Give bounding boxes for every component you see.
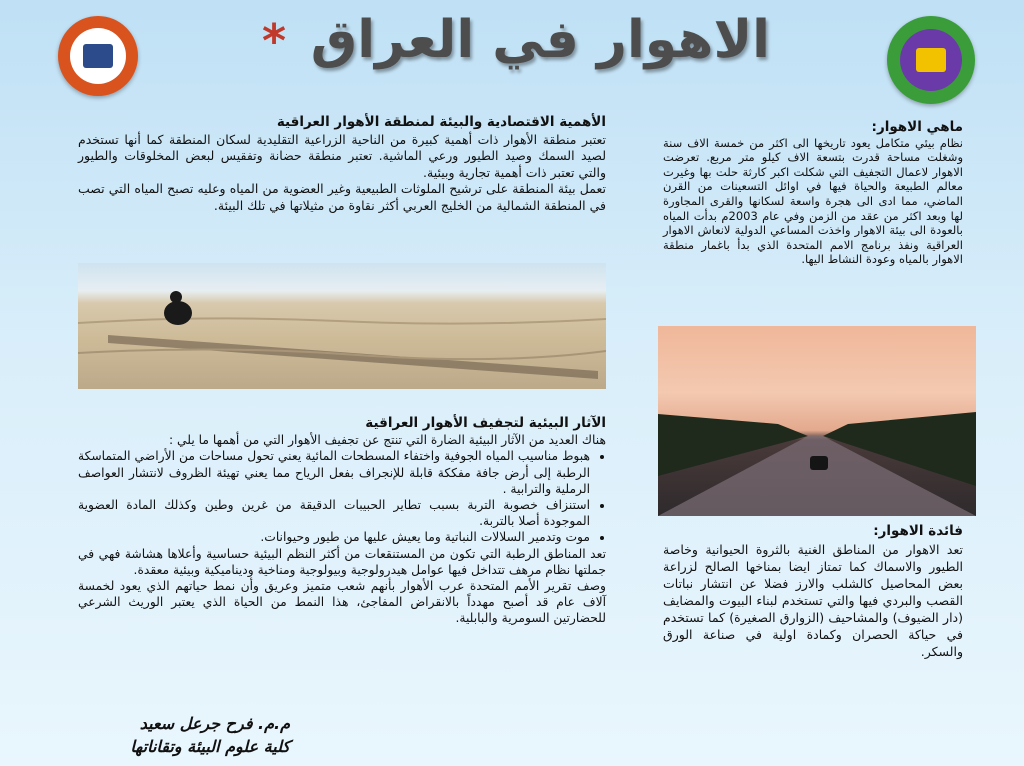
section-heading: الأهمية الاقتصادية والبيئة لمنطقة الأهوار العراقية: [276, 114, 606, 130]
list-item: • موت وتدمير السلالات النباتية وما يعيش عليها من طيور وحيوانات.: [78, 529, 590, 545]
book-icon: [916, 48, 946, 72]
section-heading: الآثار البيئية لتجفيف الأهوار العراقية: [365, 415, 606, 431]
author-name: م.م. فرح جرعل سعيد: [139, 714, 290, 733]
paragraph: نظام بيئي متكامل يعود تاريخها الى اكثر من خمسة الاف سنة وشغلت مساحة قدرت بتسعة الاف كيلو متر مربع. تعرضت الاهوار لاعمال التجفيف التي شكلت اكبر كارثة حلت بها وغيرت معالم الطبيعة والحياة فيها في اوائل التسعينات من القرن الماضي، مما ادى الى هجرة واسعة لسكانها والقرى المجاورة لها وبعد اكثر من عقد من الزمن وفي عام 2003م بدأت المياه بالعودة الى بيئة الاهوار واخذت المساعي الدولية لانعاش الاهوار العراقية ونفذ برنامج الامم المتحدة الذي بدأ باغمار منطقة الاهوار بالمياه وعودة النشاط اليها.: [663, 135, 963, 267]
intro-paragraph: هناك العديد من الآثار البيئية الضارة التي تنتج عن تجفيف الأهوار التي من أهمها ما يلي :: [168, 433, 606, 448]
college-logo-left: [58, 16, 138, 96]
section-heading: ماهي الاهوار:: [871, 119, 963, 135]
dry-marsh-illustration: [78, 263, 606, 389]
paragraph: تعمل بيئة المنطقة على ترشيح الملوثات الطبيعية وغير العضوية من المياه وعليه تصبح المياه التي تصب في المنطقة الشمالية من الخليج العربي أكثر نقاوة من مثيلاتها في تلك البيئة.: [78, 181, 606, 213]
list-item: • استنزاف خصوبة التربة بسبب تطاير الحبيبات الدقيقة من غرين وطين وكذلك المادة العضوية الموجودة أصلا بالتربة.: [78, 497, 590, 529]
benefit-section: [663, 523, 963, 660]
page-title: الاهوار في العراق: [310, 10, 770, 70]
building-icon: [83, 44, 113, 68]
marsh-sunset-illustration: [658, 326, 976, 516]
paragraph: تعد المناطق الرطبة التي تكون من المستنقعات من أكثر النظم البيئية حساسية وأعلاها هشاشة فهي في جملتها نظام مرهف تتداخل فيها عوامل هيدرولوجية وبيولوجية ومناخية وديناميكية وبيئية معقدة.: [78, 546, 606, 577]
logo-emblem: [900, 29, 962, 91]
dry-marsh-photo: [78, 263, 606, 389]
paragraph: تعتبر منطقة الأهوار ذات أهمية كبيرة من الناحية الزراعية التقليدية لسكان المنطقة كما أنها تستخدم لصيد السمك وصيد الطيور ورعي الماشية. تعتبر منطقة حضانة وتفقيس لبعض المخلوقات والطيور والتي تعتبر ذات أهمية تجارية وبيئية.: [78, 131, 606, 180]
university-logo-right: [887, 16, 975, 104]
importance-section: [78, 114, 606, 214]
section-heading: فائدة الاهوار:: [873, 523, 963, 539]
author-college: كلية علوم البيئة وتقاناتها: [130, 737, 290, 756]
paragraph: وصف تقرير الأمم المتحدة عرب الأهوار بأنهم شعب متميز وعريق وأن نمط حياتهم الذي يعود لخمسة آلاف عام قد أصبح مهدداً بالانقراض المفاجئ، هذا النمط من الحياة الذي يعتبر الوريث الشرعي للحضارتين السومرية والبابلية.: [78, 579, 606, 626]
marsh-sunset-photo: [658, 326, 976, 516]
effects-section: [78, 415, 606, 627]
author-block: [80, 712, 290, 758]
logo-emblem: [70, 28, 126, 84]
effects-list: [78, 448, 606, 545]
title-marker: *: [262, 14, 287, 68]
list-item: • هبوط مناسيب المياه الجوفية واختفاء المسطحات المائية يعني تحول مساحات من الأراضي المتماسكة الرطبة إلى أرض جافة مفككة قابلة للإنجراف بفعل الرياح مما يعني تهيئة الظروف لانتشار العواصف الرملية والترابية .: [78, 448, 590, 497]
what-section: [663, 120, 963, 267]
paragraph: تعد الاهوار من المناطق الغنية بالثروة الحيوانية وخاصة الطيور والاسماك كما تمتاز ايضا بمناخها الصالح لزراعة بعض المحاصيل كالشلب والارز فضلا عن انتشار نباتات القصب والبردي فيها والتي تستخدم لبناء البيوت والمضايف (دار الضيوف) والمشاحيف (الزوارق الصغيرة) كما تستخدم في حياكة الحصران وكمادة اولية في صناعة الورق والسكر.: [663, 542, 963, 659]
